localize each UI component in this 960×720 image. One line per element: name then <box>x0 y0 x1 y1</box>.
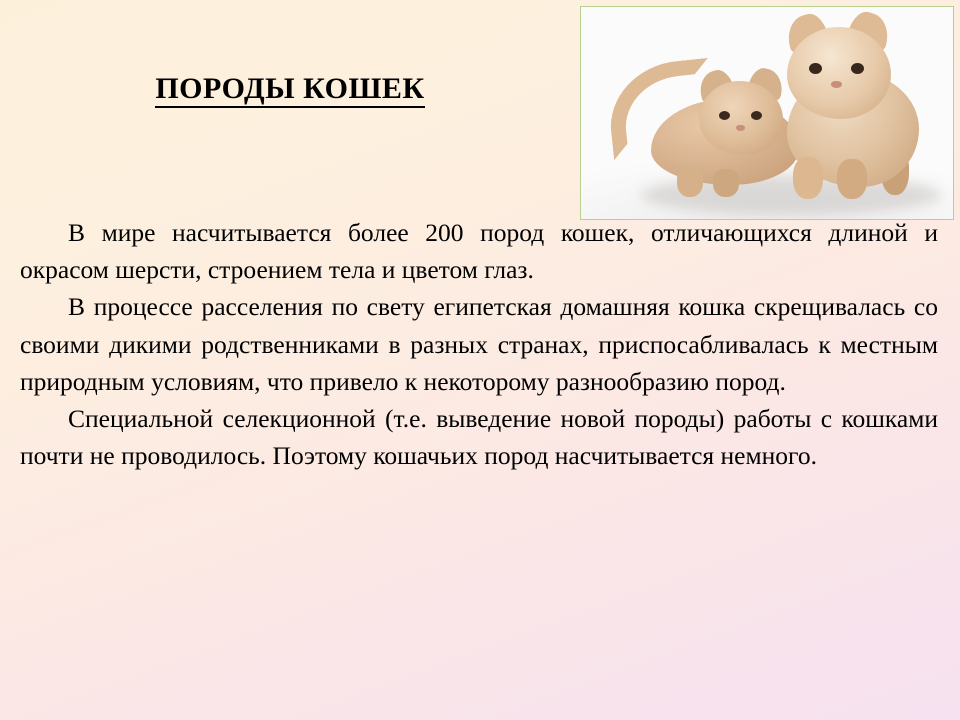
photo-backdrop <box>581 7 953 219</box>
kitten-front-leg-right <box>837 159 867 199</box>
kitten-front-eye-left <box>809 63 822 74</box>
kitten-front-eye-right <box>851 63 864 74</box>
page-title <box>0 72 580 106</box>
kitten-front-head <box>787 27 891 119</box>
paragraph-2: В процессе расселения по свету египетская домашняя кошка скрещивалась со своими дикими родственниками в разных странах, приспосабливалась к местным природным условиям, что привело к некоторому разнообразию пород. <box>20 292 938 396</box>
kitten-back-eye-right <box>751 111 762 120</box>
page-title-text: ПОРОДЫ КОШЕК <box>155 72 424 108</box>
kitten-front-nose <box>831 81 842 88</box>
kitten-back-head <box>699 81 783 155</box>
kitten-back-eye-left <box>719 111 730 120</box>
kittens-photo <box>580 6 954 220</box>
kitten-back-leg-rear <box>713 169 739 197</box>
paragraph-1: В мире насчитывается более 200 пород кошек, отличающихся длиной и окрасом шерсти, строением тела и цветом глаз. <box>20 218 938 285</box>
kitten-back-leg-front <box>677 167 703 197</box>
body-text <box>20 214 938 475</box>
paragraph-3: Специальной селекционной (т.е. выведение новой породы) работы с кошками почти не проводилось. Поэтому кошачьих пород насчитывается немного. <box>20 404 938 471</box>
kitten-back-nose <box>736 125 745 131</box>
kitten-front-leg-left <box>793 157 823 199</box>
